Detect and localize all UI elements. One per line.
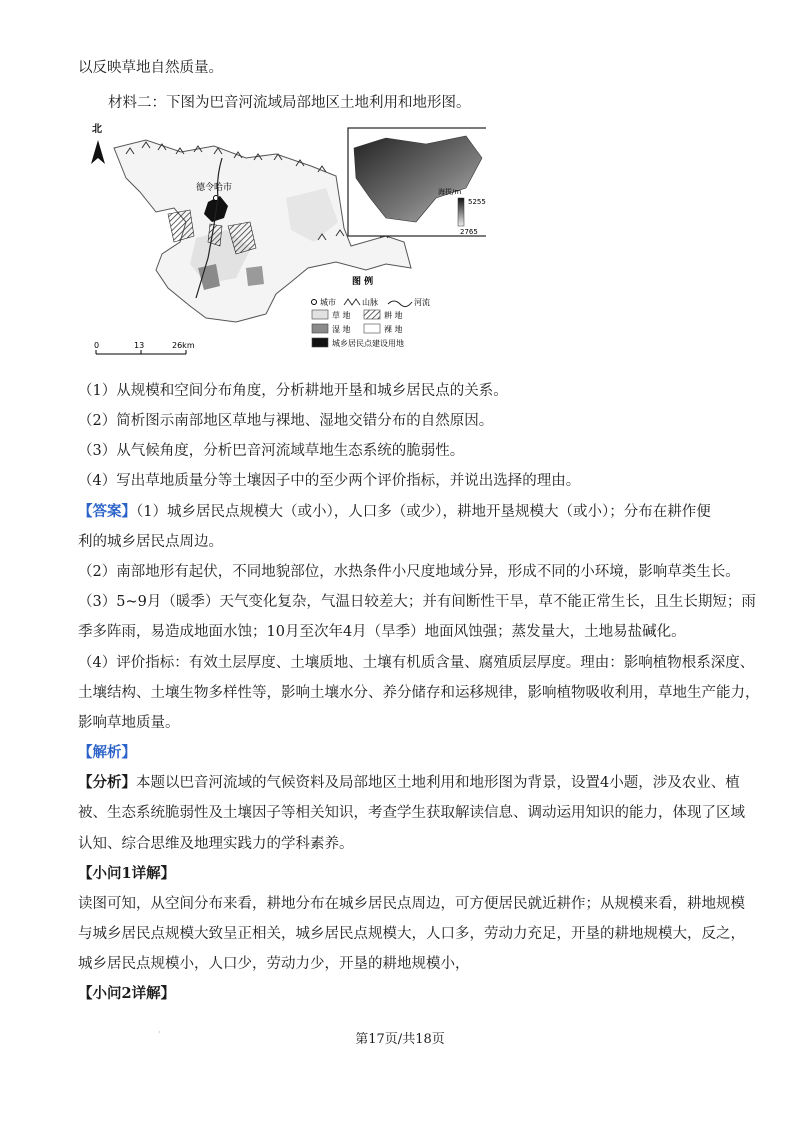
north-label: 北 (92, 124, 102, 135)
legend-bare-label: 裸 地 (384, 325, 403, 334)
analysis-text-1: 本题以巴音河流域的气候资料及局部地区土地利用和地形图为背景，设置4小题，涉及农业、植 (136, 775, 740, 791)
legend-river-label: 河流 (414, 298, 430, 307)
legend-title: 图 例 (352, 277, 374, 287)
answer-4-line-2: 土壤结构、土壤生物多样性等，影响土壤水分、养分储存和运移规律，影响植物吸收利用，草地生产能力， (78, 685, 760, 701)
legend-farm-swatch (364, 310, 380, 319)
analysis-line-2: 被、生态系统脆弱性及土壤因子等相关知识，考查学生获取解读信息、调动运用知识的能力，体现了区域 (78, 805, 745, 821)
legend-grass-swatch (312, 310, 328, 319)
city-label: 德令哈市 (196, 183, 233, 193)
answer-3-line-1: （3）5~9月（暖季）天气变化复杂，气温日较差大；并有间断性干旱，草不能正常生长，且生长期短；雨 (78, 594, 756, 610)
scale-label-0: 0 (94, 341, 100, 350)
legend-bare-swatch (364, 324, 380, 333)
sub-1-line-2: 与城乡居民点规模大致呈正相关，城乡居民点规模大，人口多，劳动力充足，开垦的耕地规模大，反之， (78, 926, 745, 942)
legend-city-icon (312, 300, 317, 305)
legend-wet-swatch (312, 324, 328, 333)
answer-4-line-1: （4）评价指标：有效土层厚度、土壤质地、土壤有机质含量、腐殖质层厚度。理由：影响植物根系深度、 (78, 655, 755, 671)
legend-river-icon (388, 301, 412, 307)
farmland-patch (168, 210, 194, 242)
elevation-high: 5255 (468, 198, 486, 206)
legend-city-label: 城市 (320, 298, 336, 307)
analysis-sub-tag: 【分析】 (78, 774, 136, 791)
text-line-continuation: 以反映草地自然质量。 (78, 60, 223, 76)
north-arrow-icon (91, 140, 105, 164)
legend-mountain-icon (344, 299, 360, 305)
sub-1-line-3: 城乡居民点规模小，人口少，劳动力少，开垦的耕地规模小， (78, 956, 470, 972)
answer-tag: 【答案】 (78, 503, 136, 520)
sub-1-line-1: 读图可知，从空间分布来看，耕地分布在城乡居民点周边，可方便居民就近耕作；从规模来看，耕地规模 (78, 896, 745, 912)
legend-farm-label: 耕 地 (384, 311, 403, 320)
sub-question-1-tag: 【小问1详解】 (78, 865, 176, 882)
material-two-intro: 材料二：下图为巴音河流域局部地区土地利用和地形图。 (108, 95, 471, 111)
answer-1-line-1 (78, 502, 728, 522)
legend-mountain-label: 山脉 (362, 298, 378, 307)
analysis-tag: 【解析】 (78, 744, 136, 761)
analysis-line-3: 认知、综合思维及地理实践力的学科素养。 (78, 836, 354, 852)
scale-label-13: 13 (134, 341, 145, 350)
elevation-scale-bar (458, 198, 464, 226)
legend-settle-swatch (312, 338, 328, 347)
land-use-terrain-map (86, 118, 486, 368)
farmland-patch (208, 224, 222, 246)
page-footer: 第17页/共18页 (355, 1032, 445, 1047)
question-3: （3）从气候角度，分析巴音河流域草地生态系统的脆弱性。 (78, 443, 465, 459)
answer-1-text: （1）城乡居民点规模大（或小），人口多（或少），耕地开垦规模大（或小）；分布在耕作便 (136, 504, 711, 520)
answer-1-line-2: 利的城乡居民点周边。 (78, 534, 223, 550)
question-2: （2）简析图示南部地区草地与裸地、湿地交错分布的自然原因。 (78, 413, 494, 429)
scale-label-26: 26km (172, 341, 195, 350)
legend-grass-label: 草 地 (332, 311, 351, 320)
legend-wet-label: 湿 地 (332, 325, 351, 334)
question-1: （1）从规模和空间分布角度，分析耕地开垦和城乡居民点的关系。 (78, 383, 508, 399)
answer-2: （2）南部地形有起伏，不同地貌部位，水热条件小尺度地域分异，形成不同的小环境，影响草类生长。 (78, 564, 740, 580)
elevation-low: 2765 (460, 228, 478, 236)
answer-3-line-2: 季多阵雨，易造成地面水蚀；10月至次年4月（旱季）地面风蚀强；蒸发量大，土地易盐碱化。 (78, 624, 686, 640)
decorative-dot: · (158, 1028, 161, 1037)
analysis-line-1 (78, 773, 740, 793)
legend-settle-label: 城乡居民点建设用地 (332, 339, 404, 348)
wetland-patch (246, 266, 264, 286)
question-4: （4）写出草地质量分等土壤因子中的至少两个评价指标，并说出选择的理由。 (78, 473, 581, 489)
elevation-label: 海拔/m (438, 188, 462, 196)
sub-question-2-tag: 【小问2详解】 (78, 985, 176, 1002)
answer-4-line-3: 影响草地质量。 (78, 715, 180, 731)
